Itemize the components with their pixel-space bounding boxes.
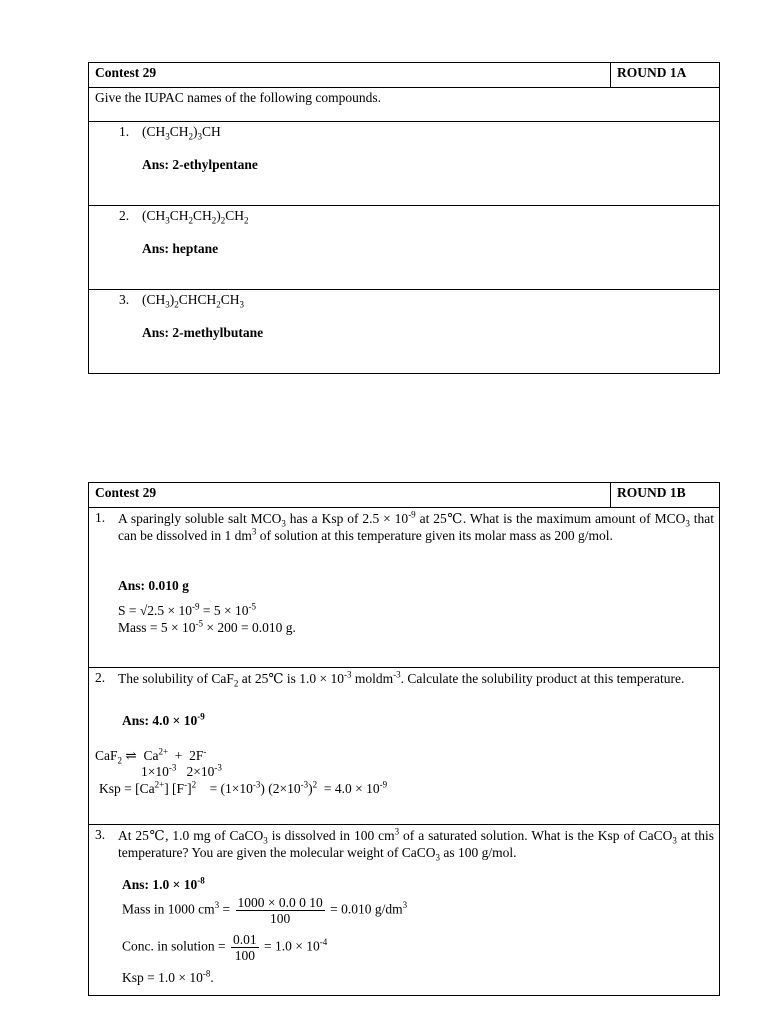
- instruction-text: Give the IUPAC names of the following compounds.: [95, 90, 381, 105]
- answer: Ans: 2-ethylpentane: [142, 157, 258, 172]
- question-number: 2.: [95, 670, 106, 685]
- conc-line: Conc. in solution = $\frac{0.01}{100}$ = $1.0 \times 10^{-4}$: [122, 932, 328, 963]
- question-text: The solubility of CaF$_2$ at 25℃ is $1.0 \times 10^{-3}$ moldm$^{-3}$. Calculate the solubility product at this temperature.: [118, 669, 685, 689]
- item-number: 3.: [119, 292, 130, 307]
- fraction-denominator: 100: [234, 948, 255, 963]
- round-label: ROUND 1B: [617, 485, 686, 500]
- equilibrium-line: CaF$_2$ ⇌ $Ca^{2+} + 2F^-$: [95, 746, 207, 766]
- compound-row-1: [89, 122, 719, 206]
- compound-row-2: [89, 206, 719, 290]
- round-1b-table: [88, 482, 720, 996]
- working-line-1: $S = √2.5 \times 10^{-9} = 5 \times 10^{-5}$: [118, 601, 257, 618]
- concentration-line: $1\times 10^{-3}$ $2\times 10^{-3}$: [141, 762, 222, 779]
- answer-text: Ans: 4.0 × 10: [122, 713, 198, 728]
- fraction-numerator: 0.01: [233, 932, 257, 947]
- contest-label: Contest 29: [89, 483, 611, 507]
- answer-text: Ans: 1.0 × 10: [122, 877, 198, 892]
- answer-exponent: -8: [197, 875, 205, 886]
- fraction-denominator: 100: [270, 911, 291, 926]
- round-1a-table: [88, 62, 720, 374]
- conc-fraction: [231, 932, 259, 963]
- contest-label: Contest 29: [89, 63, 611, 87]
- round-label: ROUND 1A: [617, 65, 687, 80]
- compound-formula: $(CH_3)_2CHCH_2CH_3$: [142, 292, 245, 310]
- question-text: At 25℃, 1.0 mg of CaCO$_3$ is dissolved in 100 $cm^3$ of a saturated solution. What is the Ksp of CaCO$_3$ at this temperature? You are given the molecular weight of CaCO$_3$ as 100 g/mol.: [118, 826, 714, 863]
- compound-formula: $(CH_3CH_2CH_2)_2CH_2$: [142, 208, 249, 226]
- fraction-numerator: 1000 × 0.0 0 10: [237, 895, 323, 910]
- item-number: 2.: [119, 208, 130, 223]
- round-1b-header: [89, 483, 719, 508]
- answer: Ans: heptane: [142, 241, 219, 256]
- mass-line: Mass in 1000 $cm^3$ = $\frac{1000 \times 0.0 0 10}{100}$ = 0.010 $g/dm^3$: [122, 895, 408, 926]
- mass-fraction: [236, 895, 325, 926]
- answer-exponent: -9: [197, 711, 205, 722]
- item-number: 1.: [119, 124, 130, 139]
- question-number: 3.: [95, 827, 106, 842]
- answer: Ans: 0.010 g: [118, 578, 189, 593]
- instruction-row: [89, 88, 719, 122]
- question-row-3: [89, 825, 719, 995]
- answer: [122, 877, 205, 893]
- round-1a-header: [89, 63, 719, 88]
- question-row-1: [89, 508, 719, 668]
- compound-row-3: [89, 290, 719, 373]
- answer: [122, 713, 205, 729]
- answer: Ans: 2-methylbutane: [142, 325, 264, 340]
- working-line-2: Mass = $5 \times 10^{-5} \times 200 = 0.010$ g.: [118, 618, 296, 635]
- ksp-line: Ksp = $[Ca^{2+}]$ $[F^-]^2$ = $(1\times 10^{-3}) (2\times 10^{-3})^2 = 4.0 \times 10^{-9}$: [99, 779, 388, 796]
- question-row-2: [89, 668, 719, 825]
- question-text: A sparingly soluble salt $MCO_3$ has a Ksp of $2.5 \times 10^{-9}$ at 25℃. What is the maximum amount of $MCO_3$ that can be dissolved in 1 $dm^3$ of solution at this temperature given its molar mass as 200 g/mol.: [118, 509, 714, 543]
- ksp-result-line: Ksp = $1.0 \times 10^{-8}$.: [122, 968, 214, 985]
- question-number: 1.: [95, 510, 106, 525]
- compound-formula: $(CH_3CH_2)_3CH$: [142, 124, 221, 142]
